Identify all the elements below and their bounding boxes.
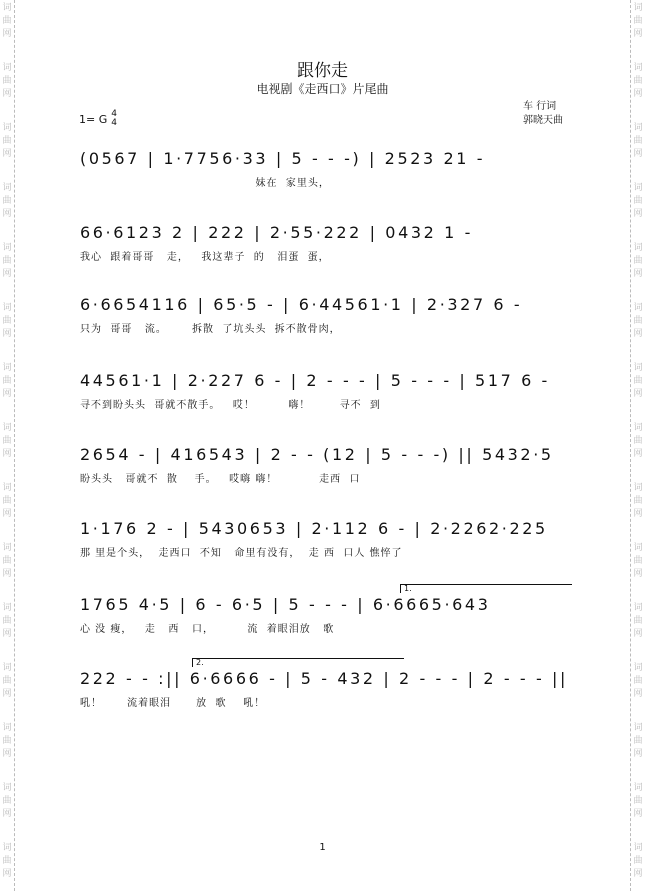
watermark-char: 曲 [2,676,12,686]
watermark-char: 曲 [633,496,643,506]
watermark-char: 词 [2,303,12,313]
time-signature [111,110,117,128]
watermark-char: 网 [633,809,643,819]
watermark-group [2,782,11,821]
watermark-group [2,542,11,581]
watermark-char: 曲 [2,316,12,326]
watermark-char: 网 [633,209,643,219]
watermark-strip-right [630,0,645,891]
watermark-group [2,362,11,401]
watermark-char: 曲 [633,856,643,866]
lyrics-line: 妹在 家里头， [80,178,330,189]
watermark-char: 词 [2,3,12,13]
watermark-char: 网 [2,209,12,219]
watermark-char: 网 [633,509,643,519]
watermark-char: 词 [633,843,643,853]
watermark-char: 曲 [633,556,643,566]
watermark-char: 网 [2,449,12,459]
notation-line: 66·6123 2 | 222 | 2·55·222 | 0432 1 - [80,223,473,242]
watermark-char: 词 [633,303,643,313]
watermark-char: 曲 [633,196,643,206]
watermark-char: 词 [633,603,643,613]
watermark-char: 词 [2,543,12,553]
watermark-char: 词 [633,423,643,433]
watermark-char: 曲 [2,556,12,566]
watermark-char: 词 [633,63,643,73]
watermark-char: 曲 [2,796,12,806]
watermark-char: 网 [633,149,643,159]
watermark-char: 词 [2,243,12,253]
watermark-char: 曲 [2,856,12,866]
watermark-char: 曲 [633,316,643,326]
watermark-char: 曲 [633,616,643,626]
notation-line: (0567 | 1·7756·33 | 5 - - -) | 2523 21 - [80,149,486,168]
lyrics-line: 寻不到盼头头 哥就不散手。 哎！ 嗨！ 寻不 到 [80,400,381,411]
watermark-group [2,722,11,761]
watermark-group [2,122,11,161]
watermark-group [633,662,642,701]
watermark-char: 网 [2,269,12,279]
watermark-char: 网 [633,329,643,339]
watermark-char: 网 [2,569,12,579]
watermark-char: 词 [2,63,12,73]
watermark-char: 词 [2,363,12,373]
watermark-char: 词 [633,723,643,733]
watermark-char: 曲 [2,136,12,146]
watermark-char: 曲 [2,496,12,506]
lyrics-line: 只为 哥哥 流。 拆散 了坑头头 拆不散骨肉， [80,324,341,335]
watermark-char: 词 [633,543,643,553]
lyrics-line: 那 里是个头， 走西口 不知 命里有没有， 走 西 口人 憔悴了 [80,548,403,559]
page-number: 1 [319,842,326,853]
notation-line: 222 - - :|| 6·6666 - | 5 - 432 | 2 - - - | 2 - - - || [80,669,568,688]
volta-first-ending: 1. [400,584,572,593]
watermark-char: 词 [2,423,12,433]
key-label: 1= G [79,112,108,126]
notation-line: 6·6654116 | 65·5 - | 6·44561·1 | 2·327 6 - [80,295,523,314]
watermark-group [633,182,642,221]
lyricist-credit: 车 行词 [523,101,557,112]
watermark-strip-left [0,0,15,891]
watermark-char: 词 [2,483,12,493]
lyrics-line: 我心 跟着哥哥 走， 我这辈子 的 泪蛋 蛋， [80,252,330,263]
watermark-char: 网 [633,749,643,759]
watermark-char: 网 [633,869,643,879]
watermark-group [2,182,11,221]
watermark-char: 网 [2,509,12,519]
watermark-char: 网 [633,629,643,639]
watermark-char: 词 [2,843,12,853]
watermark-char: 网 [2,29,12,39]
watermark-char: 词 [633,3,643,13]
watermark-char: 网 [2,749,12,759]
notation-line: 44561·1 | 2·227 6 - | 2 - - - | 5 - - - | 517 6 - [80,371,550,390]
watermark-group [2,242,11,281]
watermark-group [633,2,642,41]
watermark-char: 网 [633,389,643,399]
watermark-char: 曲 [633,796,643,806]
watermark-group [633,422,642,461]
watermark-char: 网 [2,89,12,99]
watermark-group [633,122,642,161]
watermark-char: 词 [2,603,12,613]
time-signature-bottom: 4 [111,118,117,128]
composer-credit: 郭晓天曲 [523,115,563,126]
watermark-char: 词 [633,783,643,793]
watermark-char: 曲 [2,196,12,206]
watermark-char: 曲 [2,76,12,86]
watermark-char: 曲 [2,376,12,386]
watermark-group [633,302,642,341]
watermark-char: 曲 [633,16,643,26]
watermark-char: 词 [633,183,643,193]
watermark-char: 词 [633,123,643,133]
watermark-char: 网 [2,869,12,879]
watermark-char: 网 [633,689,643,699]
volta-second-ending: 2. [192,658,404,667]
watermark-group [633,362,642,401]
watermark-char: 网 [2,809,12,819]
watermark-char: 词 [633,663,643,673]
watermark-group [2,422,11,461]
watermark-char: 词 [2,783,12,793]
watermark-group [633,602,642,641]
watermark-char: 词 [2,123,12,133]
watermark-char: 曲 [2,436,12,446]
watermark-char: 曲 [633,436,643,446]
watermark-char: 曲 [633,76,643,86]
key-signature [79,110,117,128]
watermark-char: 词 [2,663,12,673]
watermark-char: 网 [633,89,643,99]
lyrics-line: 吼！ 流着眼泪 放 歌 吼！ [80,698,266,709]
watermark-char: 曲 [2,16,12,26]
watermark-group [633,782,642,821]
watermark-char: 曲 [2,256,12,266]
watermark-char: 词 [633,243,643,253]
watermark-group [633,242,642,281]
watermark-char: 词 [2,183,12,193]
notation-line: 2654 - | 416543 | 2 - - (12 | 5 - - -) || 5432·5 [80,445,554,464]
watermark-char: 曲 [633,676,643,686]
watermark-char: 曲 [2,616,12,626]
watermark-char: 网 [2,689,12,699]
time-signature-top: 4 [111,109,117,119]
watermark-char: 网 [2,329,12,339]
watermark-char: 网 [633,269,643,279]
watermark-char: 曲 [633,256,643,266]
watermark-group [633,722,642,761]
watermark-group [2,662,11,701]
credits [523,100,563,128]
song-title: 跟你走 [297,61,348,81]
watermark-char: 网 [633,449,643,459]
watermark-char: 网 [633,569,643,579]
watermark-char: 曲 [633,376,643,386]
watermark-group [2,2,11,41]
watermark-char: 网 [2,629,12,639]
watermark-group [2,482,11,521]
watermark-group [2,602,11,641]
watermark-char: 曲 [2,736,12,746]
notation-line: 1·176 2 - | 5430653 | 2·112 6 - | 2·2262·225 [80,519,548,538]
notation-line: 1765 4·5 | 6 - 6·5 | 5 - - - | 6·6665·643 [80,595,491,614]
watermark-char: 曲 [633,136,643,146]
watermark-group [633,542,642,581]
watermark-char: 词 [2,723,12,733]
watermark-char: 网 [2,389,12,399]
watermark-char: 词 [633,483,643,493]
song-subtitle: 电视剧《走西口》片尾曲 [256,82,389,96]
watermark-char: 词 [633,363,643,373]
lyrics-line: 盼头头 哥就不 散 手。 哎嗨 嗨！ 走西 口 [80,474,361,485]
watermark-char: 曲 [633,736,643,746]
lyrics-line: 心 没 瘦， 走 西 口， 流 着眼泪放 歌 [80,624,335,635]
watermark-char: 网 [2,149,12,159]
watermark-group [633,482,642,521]
watermark-group [2,302,11,341]
watermark-char: 网 [633,29,643,39]
